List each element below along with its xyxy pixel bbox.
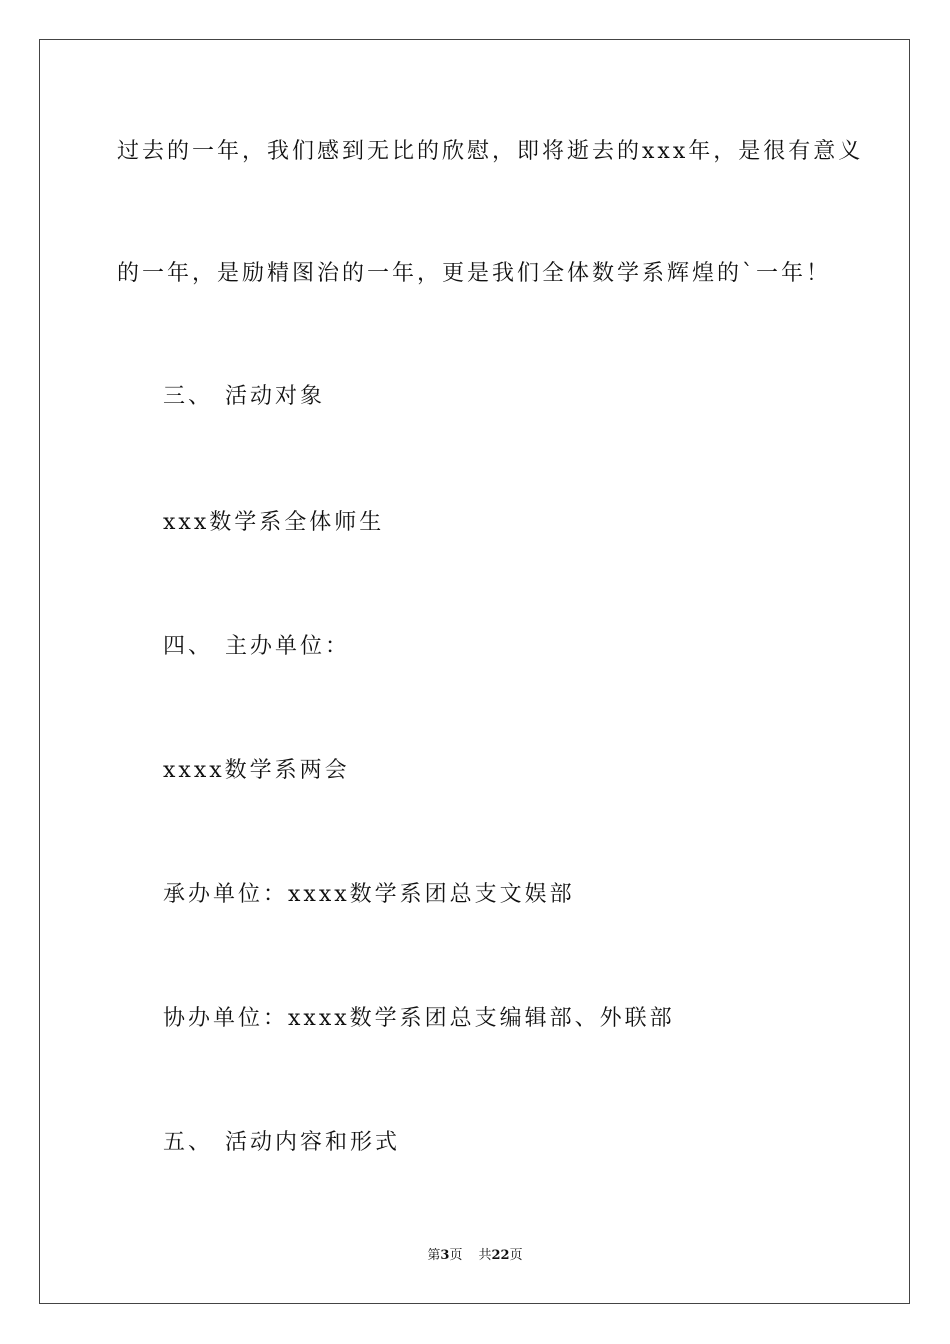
page-footer [0,1247,950,1265]
section-title: 活动内容和形式 [225,1130,401,1155]
footer-page-current: 3 [440,1248,450,1263]
paragraph-line: 的一年，是励精图治的一年，更是我们全体数学系辉煌的`一年！ [117,261,832,286]
co-organizer-line: 协办单位：xxxx数学系团总支编辑部、外联部 [163,1006,675,1031]
footer-total-prefix: 共 [478,1248,492,1263]
section-body: xxx数学系全体师生 [163,510,385,535]
section-title: 主办单位： [225,634,351,659]
section-number: 四、 [163,634,214,659]
section-heading-3 [163,382,325,412]
section-heading-4 [163,632,350,662]
section-title: 活动对象 [225,384,326,409]
footer-page-suffix: 页 [449,1248,463,1263]
section-number: 三、 [163,384,214,409]
page-frame [39,39,910,1304]
footer-total-suffix: 页 [509,1248,523,1263]
organizer-line: 承办单位：xxxx数学系团总支文娱部 [163,882,575,907]
section-heading-5 [163,1128,400,1158]
footer-page-prefix: 第 [427,1248,441,1263]
section-body: xxxx数学系两会 [163,758,350,783]
section-number: 五、 [163,1130,214,1155]
footer-page-total: 22 [491,1248,510,1263]
paragraph-line: 过去的一年，我们感到无比的欣慰，即将逝去的xxx年，是很有意义 [117,139,864,164]
